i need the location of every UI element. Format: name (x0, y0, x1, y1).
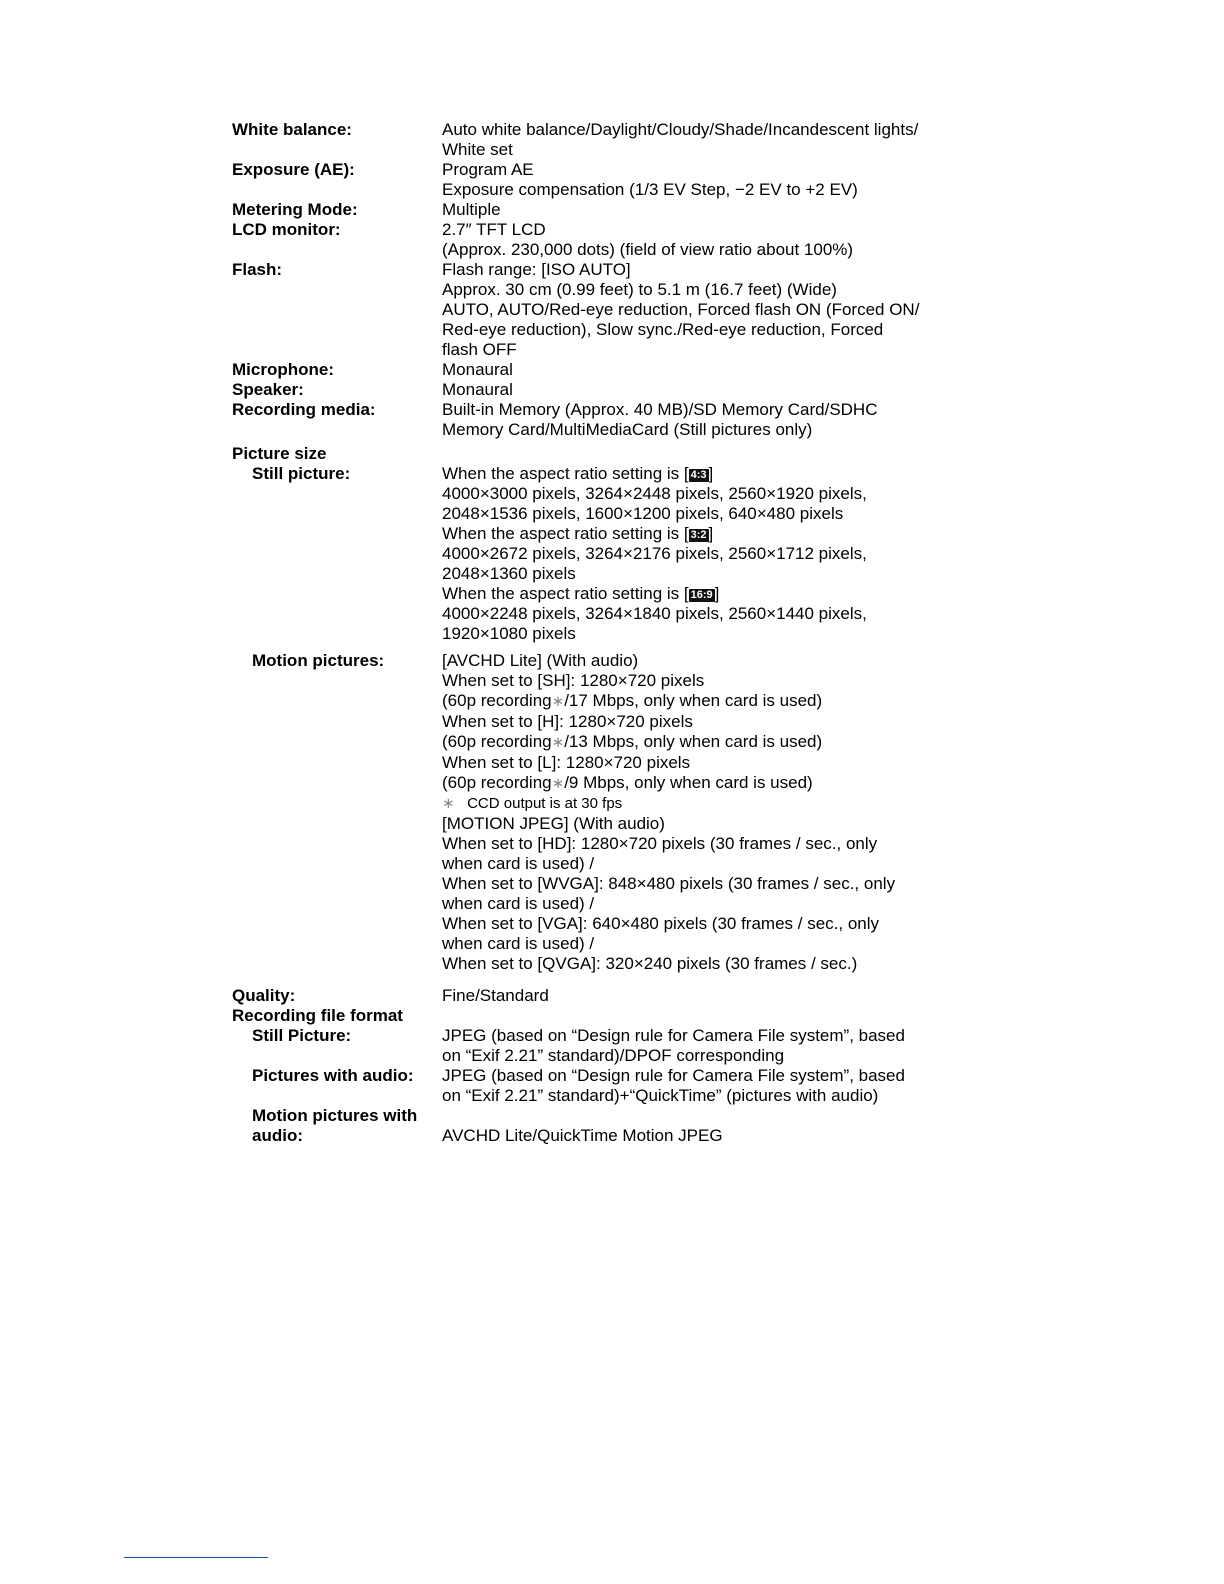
spec-label: Flash: (232, 260, 283, 279)
spec-label: Speaker: (232, 380, 304, 399)
aspect-suffix: ] (714, 584, 720, 603)
spec-label: Recording media: (232, 400, 376, 419)
spec-metering (232, 200, 992, 220)
bitrate-text: /17 Mbps, only when card is used) (564, 691, 823, 710)
spec-label: Still picture: (252, 464, 351, 483)
aspect-prefix: When the aspect ratio setting is [ (442, 524, 689, 543)
value-line: When set to [H]: 1280×720 pixels (442, 712, 693, 731)
aspect-4-3-icon: 4:3 (690, 469, 707, 481)
recording-text: (60p recording (442, 691, 552, 710)
spec-value (442, 1026, 992, 1066)
spec-quality (232, 986, 992, 1006)
value-line: When set to [WVGA]: 848×480 pixels (30 frames / sec., only (442, 874, 896, 893)
spec-flash (232, 260, 992, 360)
spec-label: Microphone: (232, 360, 334, 379)
value-line: When set to [HD]: 1280×720 pixels (30 frames / sec., only (442, 834, 878, 853)
value-line: 2048×1536 pixels, 1600×1200 pixels, 640×480 pixels (442, 504, 844, 523)
value-line: Flash range: [ISO AUTO] (442, 260, 631, 279)
value-line: (Approx. 230,000 dots) (field of view ratio about 100%) (442, 240, 854, 259)
spec-motion-format (232, 1106, 992, 1146)
aspect-prefix: When the aspect ratio setting is [ (442, 584, 689, 603)
spec-lcd (232, 220, 992, 260)
label-line: Motion pictures with (252, 1106, 418, 1125)
aspect-suffix: ] (708, 524, 714, 543)
value-line: 4000×2248 pixels, 3264×1840 pixels, 2560×1440 pixels, (442, 604, 867, 623)
value-line (442, 773, 992, 794)
spec-white-balance (232, 120, 992, 160)
value-line: on “Exif 2.21” standard)+“QuickTime” (pictures with audio) (442, 1086, 879, 1105)
value-line: When set to [SH]: 1280×720 pixels (442, 671, 705, 690)
aspect-line (442, 464, 992, 484)
value-line: 2048×1360 pixels (442, 564, 576, 583)
spec-value (442, 1066, 992, 1106)
spec-label: Metering Mode: (232, 200, 358, 219)
value-line: when card is used) / (442, 934, 595, 953)
spec-recording-media (232, 400, 992, 440)
value-line: JPEG (based on “Design rule for Camera File system”, based (442, 1026, 905, 1045)
spec-motion-pictures (232, 651, 992, 974)
spec-audio-format (232, 1066, 992, 1106)
value-line: 1920×1080 pixels (442, 624, 576, 643)
value-line: When set to [QVGA]: 320×240 pixels (30 frames / sec.) (442, 954, 858, 973)
value-line: [MOTION JPEG] (With audio) (442, 814, 665, 833)
footnote (442, 794, 992, 814)
recording-text: (60p recording (442, 732, 552, 751)
value-line: Exposure compensation (1/3 EV Step, −2 EV to +2 EV) (442, 180, 858, 199)
spec-value (442, 160, 992, 200)
spec-list (232, 120, 992, 1146)
value-line: Auto white balance/Daylight/Cloudy/Shade/Incandescent lights/ (442, 120, 919, 139)
asterisk-icon: ∗ (551, 734, 565, 751)
value-line: Program AE (442, 160, 534, 179)
asterisk-icon: ∗ (551, 775, 565, 792)
spec-value (442, 651, 992, 974)
spec-value (442, 260, 992, 360)
spec-label: Picture size (232, 444, 327, 463)
value-line: 4000×2672 pixels, 3264×2176 pixels, 2560×1712 pixels, (442, 544, 867, 563)
aspect-line (442, 584, 992, 604)
value-line: White set (442, 140, 513, 159)
value-line: Memory Card/MultiMediaCard (Still pictures only) (442, 420, 813, 439)
spec-value (442, 200, 992, 220)
value-line (442, 691, 992, 712)
spec-microphone (232, 360, 992, 380)
spec-label: Pictures with audio: (252, 1066, 414, 1085)
spec-value: Fine/Standard (442, 986, 549, 1005)
bitrate-text: /9 Mbps, only when card is used) (564, 773, 813, 792)
footnote-text: CCD output is at 30 fps (467, 795, 623, 812)
spec-label: Quality: (232, 986, 296, 1005)
value-line: when card is used) / (442, 854, 595, 873)
spec-value (442, 120, 992, 160)
spec-label (232, 1106, 442, 1146)
value-line: JPEG (based on “Design rule for Camera File system”, based (442, 1066, 905, 1085)
spec-value (442, 360, 992, 380)
recording-text: (60p recording (442, 773, 552, 792)
spec-label: White balance: (232, 120, 352, 139)
asterisk-icon: ∗ (551, 693, 565, 710)
value-line: 2.7″ TFT LCD (442, 220, 546, 239)
spec-picture-size (232, 444, 992, 464)
spec-still-format (232, 1026, 992, 1066)
value-line: AUTO, AUTO/Red-eye reduction, Forced flash ON (Forced ON/ (442, 300, 920, 319)
spec-still-picture (232, 464, 992, 644)
value-line: When set to [L]: 1280×720 pixels (442, 753, 691, 772)
value-line: when card is used) / (442, 894, 595, 913)
value-line: Built-in Memory (Approx. 40 MB)/SD Memory Card/SDHC (442, 400, 878, 419)
label-line: audio: (252, 1126, 303, 1145)
spec-label: Still Picture: (252, 1026, 352, 1045)
spec-value (442, 220, 992, 260)
value-line: Monaural (442, 360, 513, 379)
value-line: Approx. 30 cm (0.99 feet) to 5.1 m (16.7 feet) (Wide) (442, 280, 837, 299)
spec-file-format (232, 1006, 992, 1026)
value-line (442, 732, 992, 753)
aspect-16-9-icon: 16:9 (690, 589, 713, 601)
spec-value (442, 380, 992, 400)
value-line: AVCHD Lite/QuickTime Motion JPEG (442, 1126, 723, 1145)
aspect-suffix: ] (708, 464, 714, 483)
value-line: [AVCHD Lite] (With audio) (442, 651, 639, 670)
value-line: When set to [VGA]: 640×480 pixels (30 frames / sec., only (442, 914, 880, 933)
spec-label: LCD monitor: (232, 220, 341, 239)
spec-value (442, 400, 992, 440)
footnote-separator (124, 1557, 268, 1558)
spec-speaker (232, 380, 992, 400)
value-line: 4000×3000 pixels, 3264×2448 pixels, 2560×1920 pixels, (442, 484, 867, 503)
aspect-prefix: When the aspect ratio setting is [ (442, 464, 689, 483)
aspect-3-2-icon: 3:2 (690, 529, 707, 541)
value-line: flash OFF (442, 340, 517, 359)
value-line: Monaural (442, 380, 513, 399)
value-line: on “Exif 2.21” standard)/DPOF corresponding (442, 1046, 785, 1065)
value-line: Red-eye reduction), Slow sync./Red-eye reduction, Forced (442, 320, 884, 339)
spec-label: Motion pictures: (252, 651, 385, 670)
spec-exposure (232, 160, 992, 200)
bitrate-text: /13 Mbps, only when card is used) (564, 732, 823, 751)
spec-label: Recording file format (232, 1006, 403, 1025)
spec-value (442, 464, 992, 644)
asterisk-icon: ∗ (442, 795, 455, 812)
spec-value (442, 1106, 992, 1146)
spec-label: Exposure (AE): (232, 160, 355, 179)
value-line: Multiple (442, 200, 501, 219)
aspect-line (442, 524, 992, 544)
